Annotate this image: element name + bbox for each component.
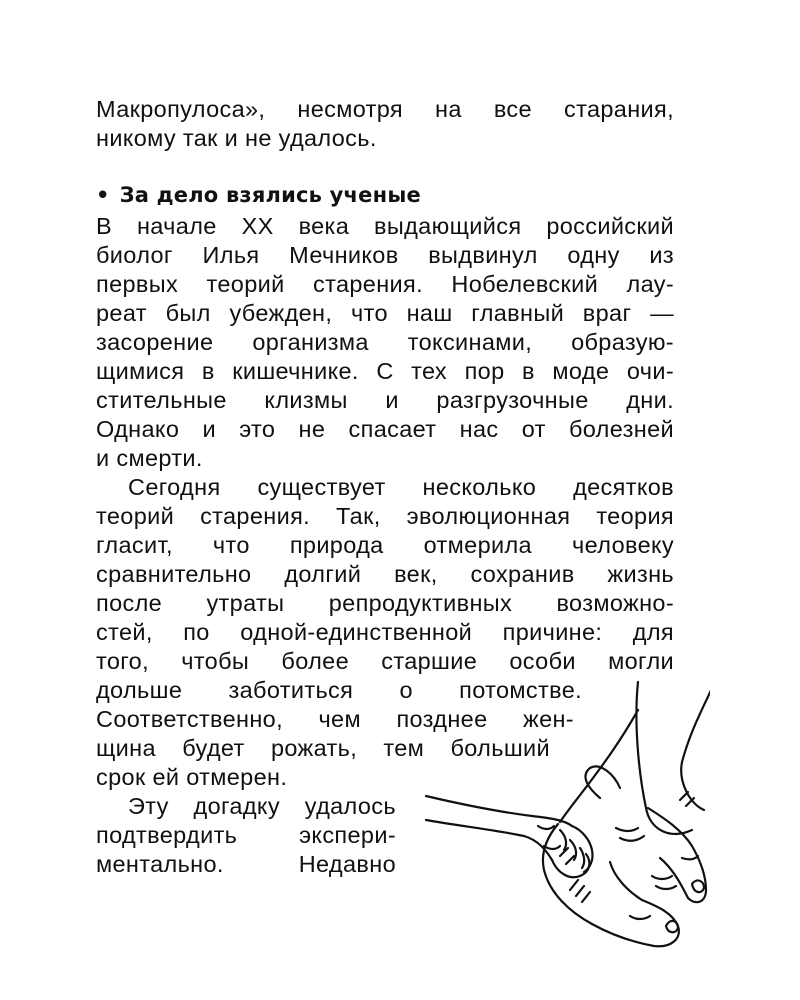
- text-line: В начале XX века выдающийся российский: [96, 213, 674, 239]
- text-line: того, чтобы более старшие особи могли: [96, 648, 674, 674]
- section-heading-text: За дело взялись ученые: [119, 183, 421, 207]
- text-line: гласит, что природа отмерила человеку: [96, 532, 674, 558]
- bullet-icon: •: [96, 183, 110, 207]
- text-line: ментально. Недавно: [96, 851, 396, 877]
- text-line: биолог Илья Мечников выдвинул одну из: [96, 242, 674, 268]
- text-line: сравнительно долгий век, сохранив жизнь: [96, 561, 674, 587]
- text-line: первых теорий старения. Нобелевский лау-: [96, 271, 674, 297]
- text-line: Макропулоса», несмотря на все старания,: [96, 96, 674, 122]
- text-line: щина будет рожать, тем больший: [96, 735, 550, 761]
- text-line: щимися в кишечнике. С тех пор в моде очи-: [96, 358, 674, 384]
- text-line: подтвердить экспери-: [96, 822, 396, 848]
- text-line: реат был убежден, что наш главный враг —: [96, 300, 674, 326]
- text-line: Эту догадку удалось: [128, 793, 396, 819]
- text-line: Однако и это не спасает нас от болезней: [96, 416, 674, 442]
- text-line: стей, по одной-единственной причине: для: [96, 619, 674, 645]
- text-line: и смерти.: [96, 445, 203, 471]
- text-line: теорий старения. Так, эволюционная теория: [96, 503, 674, 529]
- text-line: после утраты репродуктивных возможно-: [96, 590, 674, 616]
- text-line: засорение организма токсинами, образую-: [96, 329, 674, 355]
- text-line: Сегодня существует несколько десятков: [128, 474, 674, 500]
- section-heading: [96, 180, 421, 210]
- text-line: срок ей отмерен.: [96, 764, 288, 790]
- text-line: стительные клизмы и разгрузочные дни.: [96, 387, 674, 413]
- text-line: Соответственно, чем позднее жен-: [96, 706, 574, 732]
- text-line: никому так и не удалось.: [96, 125, 377, 151]
- text-line: дольше заботиться о потомстве.: [96, 677, 582, 703]
- hands-illustration-icon: [420, 680, 710, 960]
